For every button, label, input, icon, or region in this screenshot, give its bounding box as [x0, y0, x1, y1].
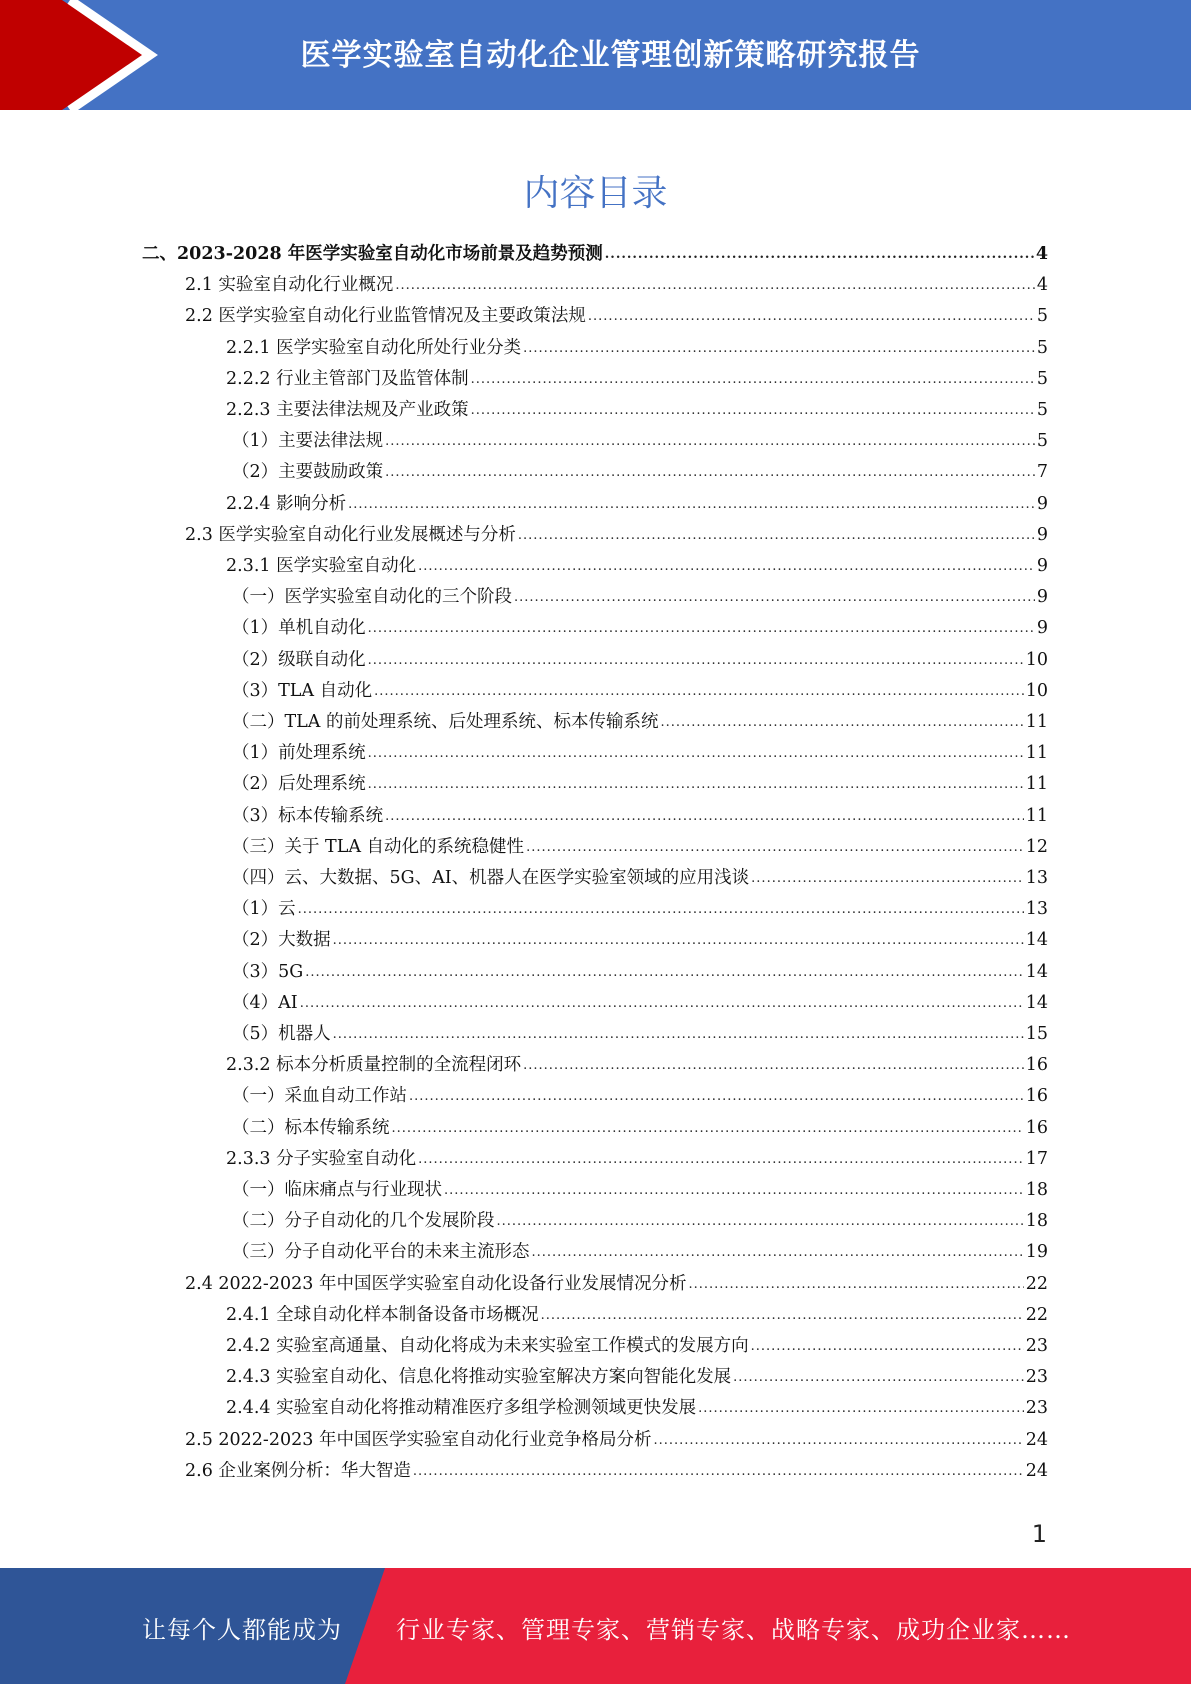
toc-entry-page: 11: [1025, 774, 1048, 795]
toc-leader-dots: [471, 395, 1035, 426]
toc-entry[interactable]: [232, 1081, 1048, 1112]
toc-leader-dots: [368, 645, 1024, 676]
toc-entry-page: 24: [1025, 1460, 1048, 1481]
toc-entry[interactable]: [232, 894, 1048, 925]
toc-entry[interactable]: [232, 676, 1048, 707]
toc-entry-label: （3）标本传输系统: [232, 805, 384, 826]
toc-leader-dots: [698, 1393, 1024, 1424]
toc-leader-dots: [333, 925, 1024, 956]
toc-entry-page: 16: [1025, 1055, 1048, 1076]
toc-entry-label: （5）机器人: [232, 1024, 331, 1044]
toc-entry[interactable]: [185, 1269, 1048, 1300]
toc-entry-page: 5: [1036, 368, 1048, 389]
page-header: [0, 0, 1191, 110]
toc-entry-label: 2.4.1 全球自动化样本制备设备市场概况: [226, 1304, 539, 1325]
toc-entry-label: 2.4 2022-2023 年中国医学实验室自动化设备行业发展情况分析: [185, 1273, 687, 1294]
toc-leader-dots: [409, 1081, 1024, 1112]
toc-entry[interactable]: [226, 1393, 1048, 1424]
toc-entry-page: 11: [1025, 712, 1048, 732]
toc-entry-label: （2）大数据: [232, 930, 331, 951]
toc-entry-page: 16: [1025, 1086, 1048, 1107]
toc-entry-label: （1）单机自动化: [232, 618, 366, 639]
toc-entry[interactable]: [226, 333, 1048, 364]
toc-leader-dots: [514, 582, 1035, 613]
toc-entry[interactable]: [226, 1050, 1048, 1081]
toc-entry[interactable]: [232, 1019, 1048, 1050]
toc-leader-dots: [471, 364, 1035, 395]
toc-leader-dots: [751, 1331, 1024, 1362]
toc-leader-dots: [653, 1425, 1023, 1456]
toc-entry-label: （三）分子自动化平台的未来主流形态: [232, 1242, 530, 1263]
toc-leader-dots: [523, 1050, 1024, 1081]
toc-entry-label: （一）医学实验室自动化的三个阶段: [232, 587, 512, 608]
toc-entry[interactable]: [232, 1237, 1048, 1268]
toc-entry-page: 22: [1025, 1273, 1048, 1294]
toc-leader-dots: [300, 988, 1024, 1019]
toc-entry-page: 18: [1025, 1180, 1048, 1200]
toc-leader-dots: [348, 489, 1035, 520]
toc-entry[interactable]: [185, 301, 1048, 332]
toc-entry[interactable]: [226, 395, 1048, 426]
toc-entry-label: 2.5 2022-2023 年中国医学实验室自动化行业竞争格局分析: [185, 1429, 652, 1450]
toc-leader-dots: [588, 301, 1035, 332]
toc-leader-dots: [385, 457, 1035, 488]
toc-entry-page: 5: [1036, 306, 1048, 327]
toc-title: 内容目录: [523, 173, 668, 214]
toc-entry[interactable]: [232, 645, 1048, 676]
toc-leader-dots: [333, 1019, 1024, 1050]
toc-entry-page: 13: [1025, 868, 1048, 888]
toc-leader-dots: [751, 863, 1024, 894]
toc-entry-label: （二）标本传输系统: [232, 1117, 390, 1138]
toc-entry-label: 二、2023-2028 年医学实验室自动化市场前景及趋势预测: [142, 244, 603, 264]
toc-entry-page: 9: [1036, 493, 1048, 514]
toc-entry[interactable]: [232, 707, 1048, 738]
toc-entry-page: 5: [1036, 400, 1048, 420]
toc-entry-page: 14: [1025, 930, 1048, 951]
toc-entry[interactable]: [232, 769, 1048, 800]
toc-entry[interactable]: [232, 801, 1048, 832]
toc-entry-page: 11: [1025, 805, 1048, 826]
toc-leader-dots: [733, 1362, 1024, 1393]
toc-leader-dots: [385, 426, 1035, 457]
toc-entry-label: 2.2.4 影响分析: [226, 493, 347, 514]
toc-entry-page: 9: [1036, 524, 1048, 545]
toc-entry-page: 10: [1025, 649, 1048, 670]
toc-leader-dots: [605, 239, 1034, 270]
toc-entry-label: 2.2.3 主要法律法规及产业政策: [226, 400, 469, 420]
toc-entry-label: （2）级联自动化: [232, 649, 366, 670]
toc-leader-dots: [661, 707, 1024, 738]
toc-entry-page: 11: [1025, 743, 1048, 764]
toc-entry-page: 24: [1025, 1429, 1048, 1450]
toc-entry[interactable]: [232, 582, 1048, 613]
toc-entry[interactable]: [185, 1425, 1048, 1456]
toc-entry-page: 5: [1036, 337, 1048, 358]
toc-leader-dots: [541, 1300, 1024, 1331]
toc-leader-dots: [385, 801, 1024, 832]
toc-leader-dots: [526, 832, 1024, 863]
toc-entry-page: 12: [1025, 836, 1048, 857]
toc-leader-dots: [523, 333, 1035, 364]
toc-entry[interactable]: [226, 551, 1048, 582]
toc-entry-page: 17: [1025, 1148, 1048, 1169]
footer-left-text: 让每个人都能成为: [142, 1616, 342, 1644]
toc-entry-page: 13: [1025, 899, 1048, 920]
toc-entry[interactable]: [232, 1113, 1048, 1144]
toc-entry-label: 2.3.1 医学实验室自动化: [226, 556, 417, 576]
toc-entry-label: （3）TLA 自动化: [232, 680, 373, 701]
toc-entry-page: 18: [1025, 1211, 1048, 1232]
toc-entry[interactable]: [232, 957, 1048, 988]
toc-entry-label: （二）分子自动化的几个发展阶段: [232, 1211, 495, 1232]
toc-leader-dots: [497, 1206, 1024, 1237]
toc-entry[interactable]: [185, 1456, 1048, 1487]
toc-entry-page: 7: [1036, 462, 1048, 483]
toc-entry-page: 9: [1036, 587, 1048, 608]
toc-entry-page: 14: [1025, 992, 1048, 1013]
toc-entry-label: （2）主要鼓励政策: [232, 462, 384, 483]
toc-entry[interactable]: [232, 863, 1048, 894]
toc-entry[interactable]: [226, 1144, 1048, 1175]
toc-entry[interactable]: [232, 426, 1048, 457]
toc-entry-label: （2）后处理系统: [232, 774, 366, 795]
toc-entry[interactable]: [185, 270, 1048, 301]
toc-entry-label: 2.6 企业案例分析：华大智造: [185, 1460, 411, 1481]
toc-entry-label: （1）主要法律法规: [232, 431, 384, 452]
toc-leader-dots: [392, 1113, 1024, 1144]
toc-entry-label: （四）云、大数据、5G、AI、机器人在医学实验室领域的应用浅谈: [232, 868, 750, 888]
toc-entry-label: （二）TLA 的前处理系统、后处理系统、标本传输系统: [232, 712, 659, 732]
toc-entry-label: （3）5G: [232, 961, 304, 982]
toc-entry-page: 10: [1025, 680, 1048, 701]
toc-entry[interactable]: [226, 1331, 1048, 1362]
toc-entry-page: 5: [1036, 431, 1048, 452]
toc-entry-page: 23: [1025, 1398, 1048, 1419]
footer-right-text: 行业专家、管理专家、营销专家、战略专家、成功企业家……: [396, 1616, 1071, 1644]
toc-leader-dots: [368, 738, 1024, 769]
toc-entry-page: 14: [1025, 961, 1048, 982]
toc-entry-label: （4）AI: [232, 992, 298, 1013]
toc-entry[interactable]: [226, 1362, 1048, 1393]
toc-entry-page: 22: [1025, 1304, 1048, 1325]
toc-entry[interactable]: [226, 1300, 1048, 1331]
toc-entry-page: 23: [1025, 1336, 1048, 1356]
header-title: 医学实验室自动化企业管理创新策略研究报告: [300, 38, 921, 73]
toc-entry-page: 4: [1036, 275, 1048, 296]
toc-entry-page: 15: [1025, 1024, 1048, 1044]
toc-entry-label: （1）云: [232, 899, 296, 920]
toc-leader-dots: [532, 1237, 1024, 1268]
toc-entry[interactable]: [232, 738, 1048, 769]
page-footer: [0, 1568, 1191, 1684]
toc-entry-page: 9: [1036, 618, 1048, 639]
toc-leader-dots: [418, 1144, 1024, 1175]
toc-leader-dots: [368, 613, 1035, 644]
toc-entry-label: 2.4.3 实验室自动化、信息化将推动实验室解决方案向智能化发展: [226, 1367, 732, 1388]
toc-leader-dots: [688, 1269, 1023, 1300]
toc-leader-dots: [418, 551, 1035, 582]
toc-entry[interactable]: [232, 988, 1048, 1019]
toc-entry[interactable]: [226, 489, 1048, 520]
toc-entry-page: 4: [1035, 244, 1048, 264]
toc-entry-label: 2.3.3 分子实验室自动化: [226, 1148, 417, 1169]
toc-entry[interactable]: [185, 520, 1048, 551]
toc-leader-dots: [368, 769, 1024, 800]
toc-entry-label: 2.2.1 医学实验室自动化所处行业分类: [226, 337, 522, 358]
toc-entry-page: 16: [1025, 1117, 1048, 1138]
page-number: 1: [1031, 1520, 1047, 1548]
toc-entry[interactable]: [232, 832, 1048, 863]
toc-entry-label: 2.2 医学实验室自动化行业监管情况及主要政策法规: [185, 306, 586, 327]
toc-entry-label: （三）关于 TLA 自动化的系统稳健性: [232, 836, 525, 857]
toc-leader-dots: [374, 676, 1024, 707]
toc-entry[interactable]: [142, 239, 1048, 270]
toc-entry[interactable]: [232, 457, 1048, 488]
toc-entry-label: （一）采血自动工作站: [232, 1086, 407, 1107]
toc-entry-label: 2.2.2 行业主管部门及监管体制: [226, 368, 469, 389]
toc-leader-dots: [298, 894, 1024, 925]
toc-entry-label: 2.4.4 实验室自动化将推动精准医疗多组学检测领域更快发展: [226, 1398, 697, 1419]
toc-entry[interactable]: [232, 1175, 1048, 1206]
toc-entry-page: 9: [1036, 556, 1048, 576]
toc-entry[interactable]: [232, 925, 1048, 956]
toc-entry-label: 2.3.2 标本分析质量控制的全流程闭环: [226, 1055, 522, 1076]
toc-leader-dots: [444, 1175, 1024, 1206]
toc-entry-label: （一）临床痛点与行业现状: [232, 1180, 442, 1200]
toc-entry[interactable]: [232, 1206, 1048, 1237]
toc-entry[interactable]: [232, 613, 1048, 644]
toc-entry-label: 2.1 实验室自动化行业概况: [185, 275, 394, 296]
toc-leader-dots: [413, 1456, 1024, 1487]
toc-entry[interactable]: [226, 364, 1048, 395]
toc-entry-page: 23: [1025, 1367, 1048, 1388]
toc-leader-dots: [518, 520, 1035, 551]
toc-entry-label: （1）前处理系统: [232, 743, 366, 764]
toc-leader-dots: [305, 957, 1023, 988]
toc-entry-page: 19: [1025, 1242, 1048, 1263]
toc-leader-dots: [395, 270, 1034, 301]
toc-entry-label: 2.4.2 实验室高通量、自动化将成为未来实验室工作模式的发展方向: [226, 1336, 749, 1356]
toc-entry-label: 2.3 医学实验室自动化行业发展概述与分析: [185, 524, 516, 545]
